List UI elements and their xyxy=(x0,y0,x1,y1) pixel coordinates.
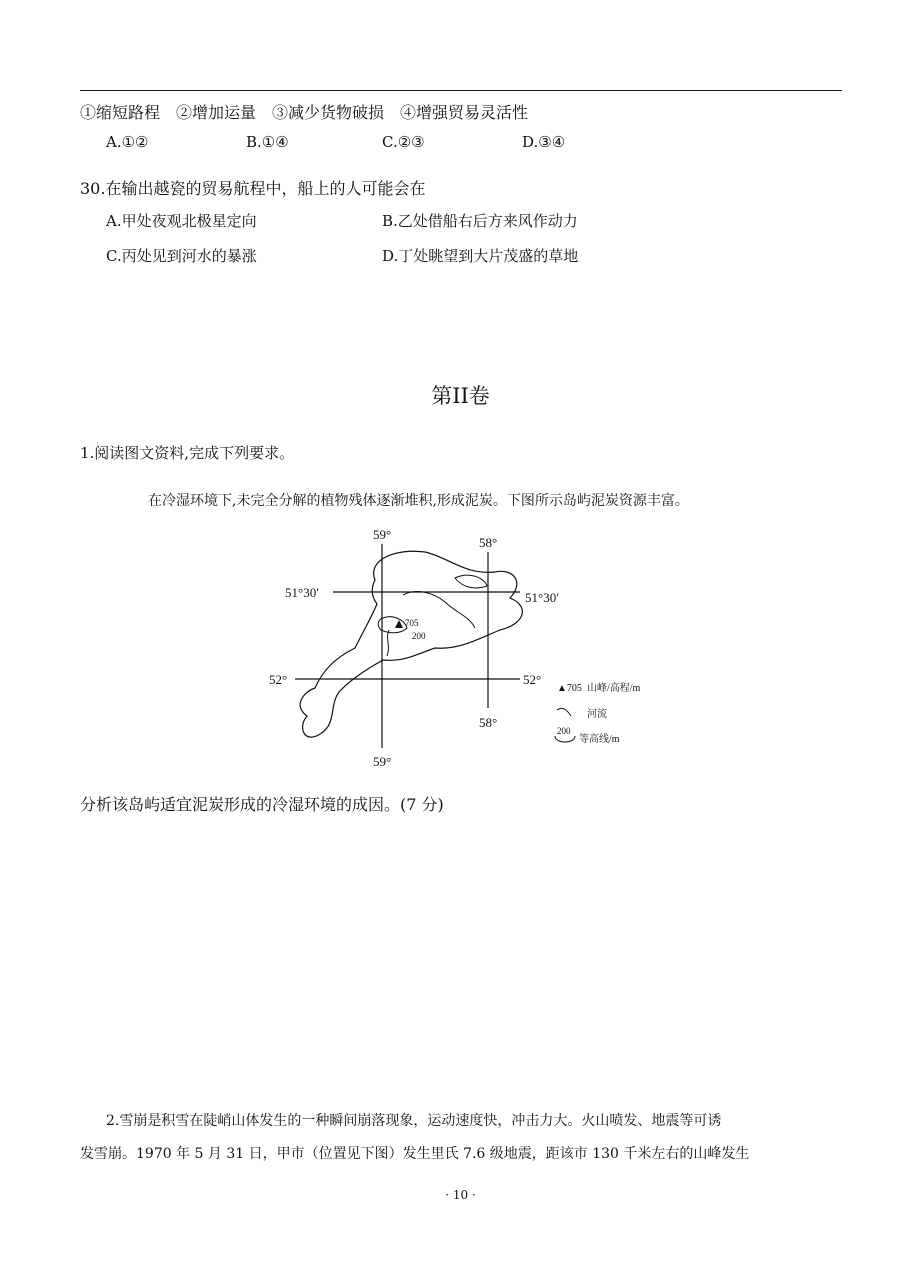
q30-choice-a: A.甲处夜观北极星定向 xyxy=(106,212,257,230)
page-number: · 10 · xyxy=(445,1188,476,1202)
island-bay xyxy=(455,575,487,588)
section-title: 第II卷 xyxy=(431,384,490,408)
lat-5130-right: 51°30′ xyxy=(525,590,560,605)
lon-58-top: 58° xyxy=(479,535,498,550)
q1-stem: 1.阅读图文资料,完成下列要求。 xyxy=(80,444,295,462)
q30-choice-d: D.丁处眺望到大片茂盛的草地 xyxy=(382,247,579,265)
island-outline xyxy=(300,551,522,737)
legend-river-label: 河流 xyxy=(587,709,607,720)
q29-choice-b: B.①④ xyxy=(246,133,289,151)
legend-contour-icon xyxy=(555,736,575,742)
q2-line1: 2.雪崩是积雪在陡峭山体发生的一种瞬间崩落现象，运动速度快，冲击力大。火山喷发、地震等可诱 xyxy=(106,1113,722,1129)
river xyxy=(387,630,389,656)
q29-choice-a: A.①② xyxy=(106,133,149,151)
island-map xyxy=(255,520,655,775)
q1-material: 在冷湿环境下,未完全分解的植物残体逐渐堆积,形成泥炭。下图所示岛屿泥炭资源丰富。 xyxy=(148,493,689,509)
contour-label: 200 xyxy=(412,631,426,641)
lon-59-top: 59° xyxy=(373,527,392,542)
peak-label: 705 xyxy=(405,618,419,628)
lon-59-bottom: 59° xyxy=(373,754,392,769)
q29-options-line: ①缩短路程 ②增加运量 ③减少货物破损 ④增强贸易灵活性 xyxy=(80,103,529,122)
lat-5130-left: 51°30′ xyxy=(285,585,320,600)
map-legend xyxy=(555,681,641,745)
q29-choice-c: C.②③ xyxy=(382,133,425,151)
q2-line2: 发雪崩。1970 年 5 月 31 日，甲市（位置见下图）发生里氏 7.6 级地震，距该市 130 千米左右的山峰发生 xyxy=(80,1146,750,1162)
legend-contour-label: 等高线/m xyxy=(579,734,620,745)
lat-52-right: 52° xyxy=(523,672,542,687)
lat-52-left: 52° xyxy=(269,672,288,687)
top-rule xyxy=(80,90,842,91)
legend-peak-symbol: ▲705 xyxy=(557,683,582,694)
q30-choice-b: B.乙处借船右后方来风作动力 xyxy=(382,212,578,230)
lon-58-bottom: 58° xyxy=(479,715,498,730)
q29-choice-d: D.③④ xyxy=(522,133,566,151)
legend-river-icon xyxy=(557,708,571,716)
legend-contour-value: 200 xyxy=(557,726,571,736)
q30-stem: 30.在输出越瓷的贸易航程中，船上的人可能会在 xyxy=(80,179,426,198)
legend-peak-label: 山峰/高程/m xyxy=(587,683,641,694)
q1-question: 分析该岛屿适宜泥炭形成的冷湿环境的成因。(7 分) xyxy=(80,795,444,814)
q30-choice-c: C.丙处见到河水的暴涨 xyxy=(106,247,257,265)
